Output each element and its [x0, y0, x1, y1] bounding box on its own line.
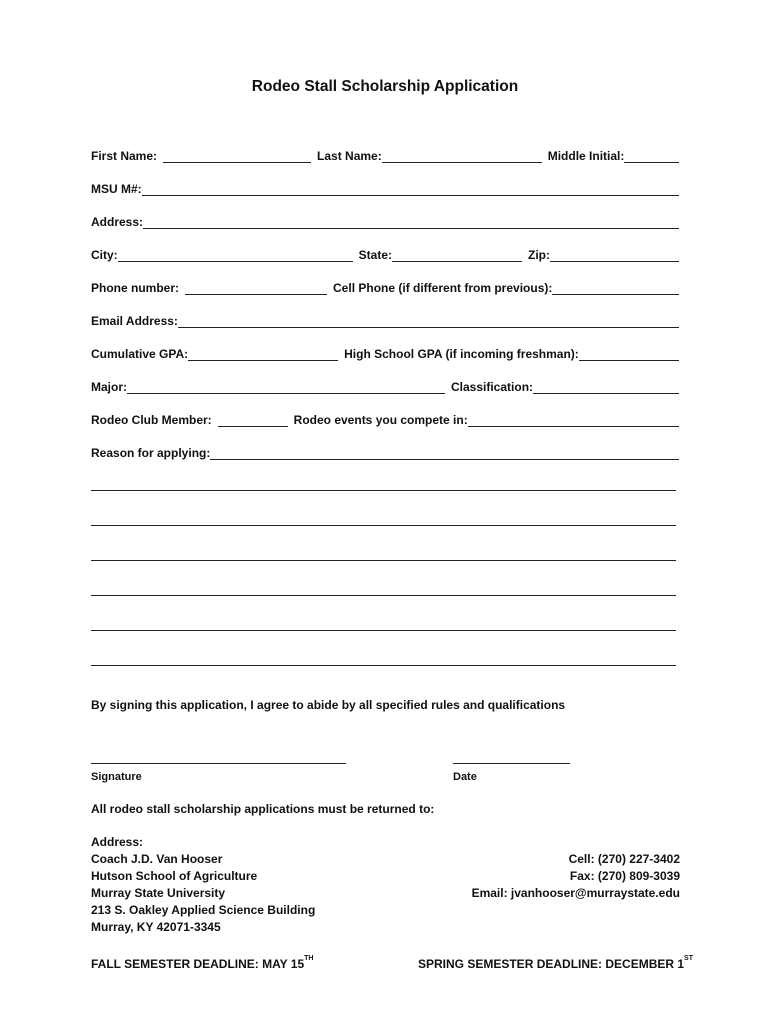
major-label: Major:	[91, 380, 127, 394]
zip-label: Zip:	[528, 248, 551, 262]
city-field[interactable]	[118, 250, 353, 262]
last-name-field[interactable]	[382, 151, 542, 163]
return-address-line: Coach J.D. Van Hooser	[91, 852, 223, 866]
middle-initial-label: Middle Initial:	[547, 149, 625, 163]
msu-number-field[interactable]	[142, 184, 679, 196]
phone-label: Phone number:	[91, 281, 180, 295]
cell-phone-field[interactable]	[552, 283, 679, 295]
reason-line[interactable]	[91, 630, 676, 631]
reason-field[interactable]	[210, 448, 679, 460]
zip-field[interactable]	[550, 250, 679, 262]
rodeo-events-label: Rodeo events you compete in:	[293, 413, 468, 427]
middle-initial-field[interactable]	[624, 151, 679, 163]
last-name-label: Last Name:	[317, 149, 382, 163]
page-title: Rodeo Stall Scholarship Application	[251, 78, 519, 95]
first-name-label: First Name:	[91, 149, 158, 163]
spring-deadline-suffix: ST	[684, 955, 693, 962]
rodeo-club-member-label: Rodeo Club Member:	[91, 413, 212, 427]
reason-line[interactable]	[91, 490, 676, 491]
fall-deadline-text: FALL SEMESTER DEADLINE: MAY 15	[91, 957, 305, 971]
first-name-field[interactable]	[163, 151, 311, 163]
reason-line[interactable]	[91, 595, 676, 596]
reason-line[interactable]	[91, 560, 676, 561]
agreement-text: By signing this application, I agree to abide by all specified rules and qualifications	[91, 698, 566, 712]
email-label: Email Address:	[91, 314, 178, 328]
contact-email[interactable]: Email: jvanhooser@murraystate.edu	[471, 886, 680, 900]
rodeo-club-member-field[interactable]	[218, 415, 288, 427]
fall-deadline	[91, 957, 314, 971]
address-field[interactable]	[143, 217, 679, 229]
signature-label: Signature	[91, 771, 142, 783]
major-row	[91, 376, 679, 394]
address-label: Address:	[91, 215, 144, 229]
msu-row	[91, 178, 679, 196]
date-line[interactable]	[453, 763, 570, 764]
signature-line[interactable]	[91, 763, 346, 764]
cell-phone-label: Cell Phone (if different from previous):	[333, 281, 553, 295]
return-address-line: Murray State University	[91, 886, 226, 900]
contact-cell: Cell: (270) 227-3402	[568, 852, 680, 866]
name-row	[91, 145, 679, 163]
date-label: Date	[453, 771, 477, 783]
high-school-gpa-label: High School GPA (if incoming freshman):	[344, 347, 579, 361]
msu-number-label: MSU M#:	[91, 182, 142, 196]
city-label: City:	[91, 248, 118, 262]
rodeo-events-field[interactable]	[468, 415, 679, 427]
spring-deadline	[418, 957, 693, 971]
reason-line[interactable]	[91, 525, 676, 526]
gpa-row	[91, 343, 679, 361]
reason-line[interactable]	[91, 665, 676, 666]
cumulative-gpa-label: Cumulative GPA:	[91, 347, 189, 361]
state-field[interactable]	[392, 250, 522, 262]
address-row	[91, 211, 679, 229]
cumulative-gpa-field[interactable]	[188, 349, 338, 361]
spring-deadline-text: SPRING SEMESTER DEADLINE: DECEMBER 1	[418, 957, 685, 971]
return-address-line: 213 S. Oakley Applied Science Building	[91, 903, 316, 917]
phone-field[interactable]	[185, 283, 327, 295]
state-label: State:	[358, 248, 393, 262]
high-school-gpa-field[interactable]	[579, 349, 679, 361]
rodeo-row	[91, 409, 679, 427]
reason-label: Reason for applying:	[91, 446, 211, 460]
phone-row	[91, 277, 679, 295]
return-address-heading: Address:	[91, 835, 144, 849]
return-note: All rodeo stall scholarship applications must be returned to:	[91, 802, 435, 816]
major-field[interactable]	[127, 382, 445, 394]
return-address-line: Hutson School of Agriculture	[91, 869, 258, 883]
email-row	[91, 310, 679, 328]
return-address-line: Murray, KY 42071-3345	[91, 920, 221, 934]
fall-deadline-suffix: TH	[304, 955, 314, 962]
classification-label: Classification:	[451, 380, 534, 394]
contact-fax: Fax: (270) 809-3039	[569, 869, 680, 883]
reason-row	[91, 442, 679, 460]
classification-field[interactable]	[533, 382, 679, 394]
city-row	[91, 244, 679, 262]
email-field[interactable]	[178, 316, 679, 328]
